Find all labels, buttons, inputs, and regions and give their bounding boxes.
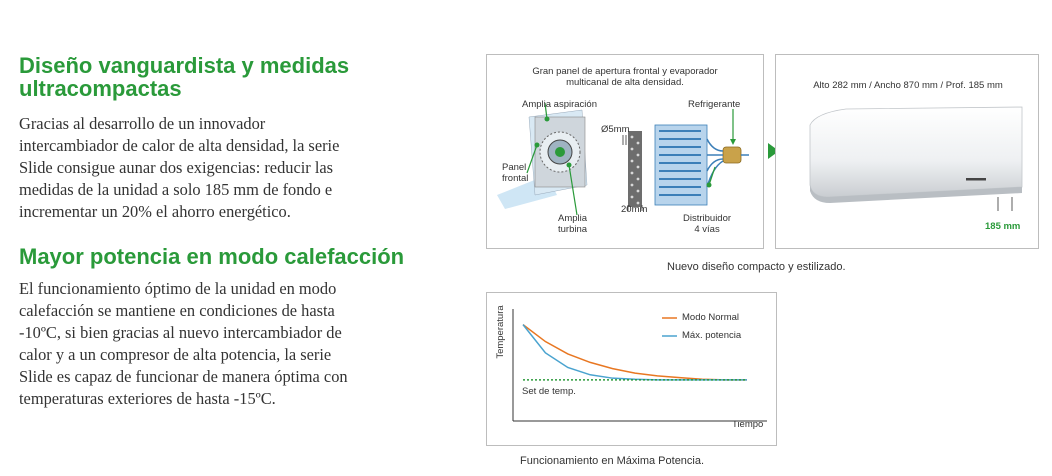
unit-dimensions: Alto 282 mm / Ancho 870 mm / Prof. 185 mm xyxy=(813,80,1003,91)
turbine-hub xyxy=(555,147,565,157)
evaporator-coil xyxy=(655,125,707,205)
distributor-body xyxy=(723,147,741,163)
chart-setpoint-label: Set de temp. xyxy=(522,386,576,397)
chart-panel xyxy=(486,292,777,446)
label-amplia-aspiracion: Amplia aspiración xyxy=(522,99,597,110)
section-heading-design: Diseño vanguardista y medidas ultracompactas xyxy=(19,53,350,101)
section-body-heating: El funcionamiento óptimo de la unidad en modo calefacción se mantiene en condiciones de hasta -10ºC, si bien gracias al nuevo intercambiador de calor y a un compresor de alta potencia, la serie Slide es capaz de funcionar de manera óptima con temperaturas exteriores de hasta -15ºC. xyxy=(19,279,348,408)
section-body-design: Gracias al desarrollo de un innovador intercambiador de calor de alta densidad, la serie Slide consigue aunar dos exigencias: reducir las medidas de la unidad a solo 185 mm de fondo e incrementar un 20% el ahorro energético. xyxy=(19,114,340,221)
label-distribuidor: Distribuidor 4 vías xyxy=(683,213,732,235)
chart-xlabel: Tiempo xyxy=(732,419,764,430)
caption-chart: Funcionamiento en Máxima Potencia. xyxy=(520,455,705,467)
label-amplia-turbina: Amplia turbina xyxy=(558,213,588,235)
caption-compact-design: Nuevo diseño compacto y estilizado. xyxy=(667,261,846,273)
section-heading-heating: Mayor potencia en modo calefacción xyxy=(19,244,405,269)
brand-logo-mark xyxy=(966,178,986,181)
ac-body xyxy=(810,107,1022,197)
chart-ylabel: Temperatura xyxy=(495,305,506,359)
air-conditioner-unit-image xyxy=(776,55,1038,248)
coil-cross-section xyxy=(628,131,642,207)
label-refrigerante: Refrigerante xyxy=(688,99,741,110)
legend-label-normal: Modo Normal xyxy=(682,312,740,323)
unit-depth-label: 185 mm xyxy=(985,221,1021,232)
legend-label-maxpower: Máx. potencia xyxy=(682,330,742,341)
unit-image-panel xyxy=(775,54,1039,249)
evaporator-diagram-panel xyxy=(486,54,764,249)
diagram-title: Gran panel de apertura frontal y evaporador multicanal de alta densidad. xyxy=(532,66,718,88)
label-diametro: Ø5mm xyxy=(601,124,630,135)
label-panel-frontal: Panel frontal xyxy=(502,162,529,184)
pointer-distribuidor xyxy=(709,167,715,185)
label-espesor: 20mm xyxy=(621,204,648,215)
